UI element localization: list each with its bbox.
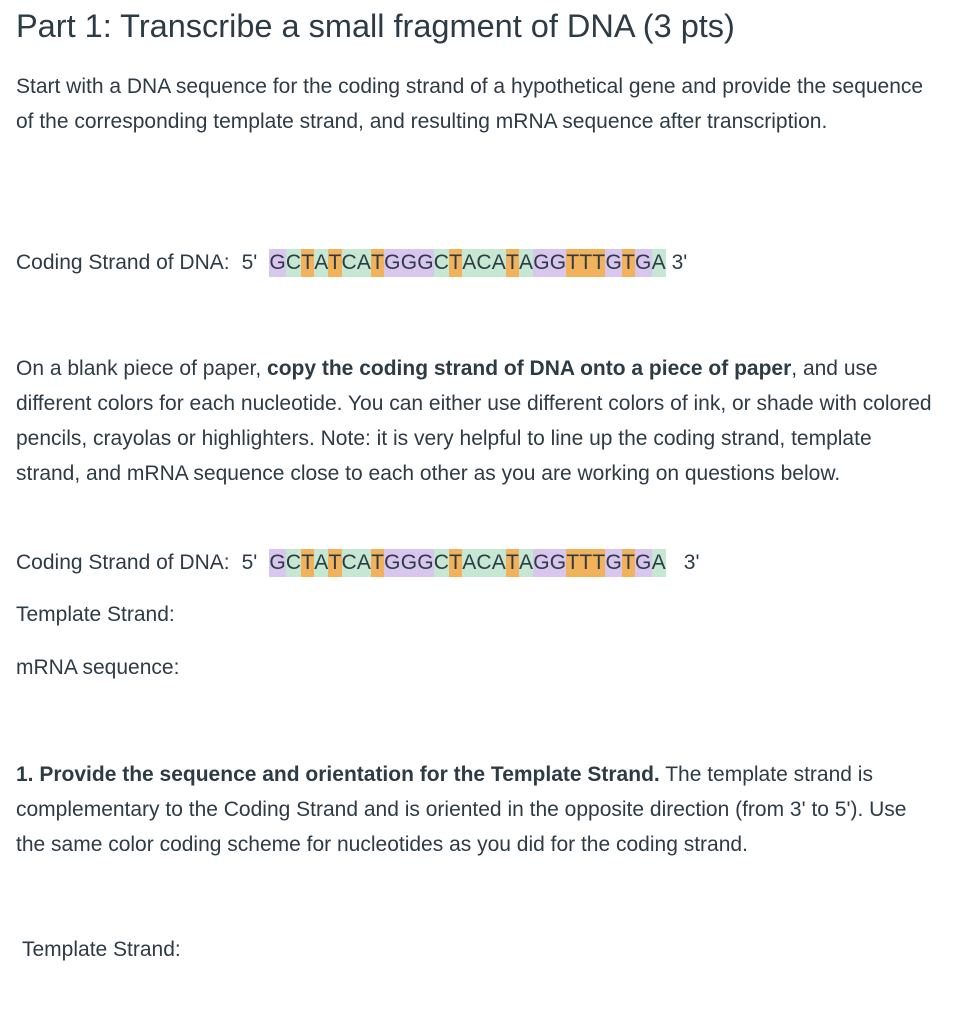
nucleotide-g: G xyxy=(533,249,550,277)
nucleotide-c: C xyxy=(434,549,449,577)
coding-strand-line-2 xyxy=(16,548,699,578)
nucleotide-a: A xyxy=(357,249,371,277)
nucleotide-t: T xyxy=(328,249,341,277)
nucleotide-a: A xyxy=(652,549,666,577)
nucleotide-t: T xyxy=(622,249,635,277)
nucleotide-t: T xyxy=(566,549,579,577)
nucleotide-t: T xyxy=(371,549,384,577)
nucleotide-a: A xyxy=(519,249,533,277)
template-strand-label: Template Strand: xyxy=(16,603,175,626)
nucleotide-a: A xyxy=(462,549,476,577)
three-prime-marker: 3' xyxy=(671,251,688,274)
nucleotide-c: C xyxy=(434,249,449,277)
nucleotide-c: C xyxy=(476,249,491,277)
instructions-bold: copy the coding strand of DNA onto a piece of paper xyxy=(267,357,792,380)
nucleotide-t: T xyxy=(506,549,519,577)
nucleotide-g: G xyxy=(401,549,418,577)
nucleotide-g: G xyxy=(605,549,622,577)
instructions-paragraph xyxy=(16,351,936,491)
nucleotide-t: T xyxy=(449,249,462,277)
coding-strand-sequence xyxy=(269,248,665,278)
nucleotide-t: T xyxy=(301,549,314,577)
nucleotide-t: T xyxy=(566,249,579,277)
nucleotide-c: C xyxy=(476,549,491,577)
nucleotide-c: C xyxy=(342,249,357,277)
coding-strand-line-1 xyxy=(16,248,687,278)
nucleotide-g: G xyxy=(635,249,652,277)
intro-paragraph: Start with a DNA sequence for the coding strand of a hypothetical gene and provide the sequence of the corresponding template strand, and resulting mRNA sequence after transcription. xyxy=(16,75,924,133)
nucleotide-t: T xyxy=(371,249,384,277)
nucleotide-a: A xyxy=(357,549,371,577)
nucleotide-t: T xyxy=(301,249,314,277)
nucleotide-g: G xyxy=(269,549,286,577)
coding-strand-sequence xyxy=(269,548,665,578)
nucleotide-g: G xyxy=(550,549,567,577)
nucleotide-g: G xyxy=(269,249,286,277)
nucleotide-g: G xyxy=(401,249,418,277)
nucleotide-g: G xyxy=(550,249,567,277)
instructions-pre: On a blank piece of paper, xyxy=(16,357,268,380)
nucleotide-g: G xyxy=(533,549,550,577)
nucleotide-a: A xyxy=(519,549,533,577)
nucleotide-g: G xyxy=(605,249,622,277)
nucleotide-t: T xyxy=(592,549,605,577)
coding-strand-label: Coding Strand of DNA: xyxy=(16,551,230,574)
instructions-post: , and use different colors for each nucleotide. You can either use different colors of ink, or shade with colored pencils, crayolas or highlighters. Note: it is very helpful to line up the coding strand, template strand, and mRNA sequence close to each other as you are working on questions below. xyxy=(16,357,932,485)
five-prime-marker: 5' xyxy=(241,251,258,274)
nucleotide-a: A xyxy=(314,249,328,277)
question-1 xyxy=(16,757,936,862)
question-1-text: The template strand is complementary to the Coding Strand and is oriented in the opposite direction (from 3' to 5'). Use the same color coding scheme for nucleotides as you did for the coding strand. xyxy=(16,763,907,856)
page-title: Part 1: Transcribe a small fragment of DNA (3 pts) xyxy=(16,8,735,44)
nucleotide-t: T xyxy=(579,549,592,577)
nucleotide-a: A xyxy=(652,249,666,277)
nucleotide-a: A xyxy=(314,549,328,577)
nucleotide-g: G xyxy=(635,549,652,577)
nucleotide-a: A xyxy=(492,249,506,277)
nucleotide-t: T xyxy=(449,549,462,577)
nucleotide-c: C xyxy=(286,549,301,577)
nucleotide-t: T xyxy=(592,249,605,277)
nucleotide-g: G xyxy=(417,249,434,277)
nucleotide-t: T xyxy=(622,549,635,577)
five-prime-marker: 5' xyxy=(241,551,258,574)
nucleotide-a: A xyxy=(462,249,476,277)
nucleotide-c: C xyxy=(286,249,301,277)
nucleotide-t: T xyxy=(328,549,341,577)
mrna-sequence-label: mRNA sequence: xyxy=(16,656,180,679)
question-1-bold: 1. Provide the sequence and orientation for the Template Strand. xyxy=(16,763,660,786)
nucleotide-g: G xyxy=(384,549,401,577)
nucleotide-t: T xyxy=(506,249,519,277)
three-prime-marker: 3' xyxy=(683,551,700,574)
nucleotide-g: G xyxy=(417,549,434,577)
template-strand-answer-label: Template Strand: xyxy=(22,938,181,961)
coding-strand-label: Coding Strand of DNA: xyxy=(16,251,230,274)
nucleotide-c: C xyxy=(342,549,357,577)
nucleotide-a: A xyxy=(492,549,506,577)
nucleotide-t: T xyxy=(579,249,592,277)
nucleotide-g: G xyxy=(384,249,401,277)
